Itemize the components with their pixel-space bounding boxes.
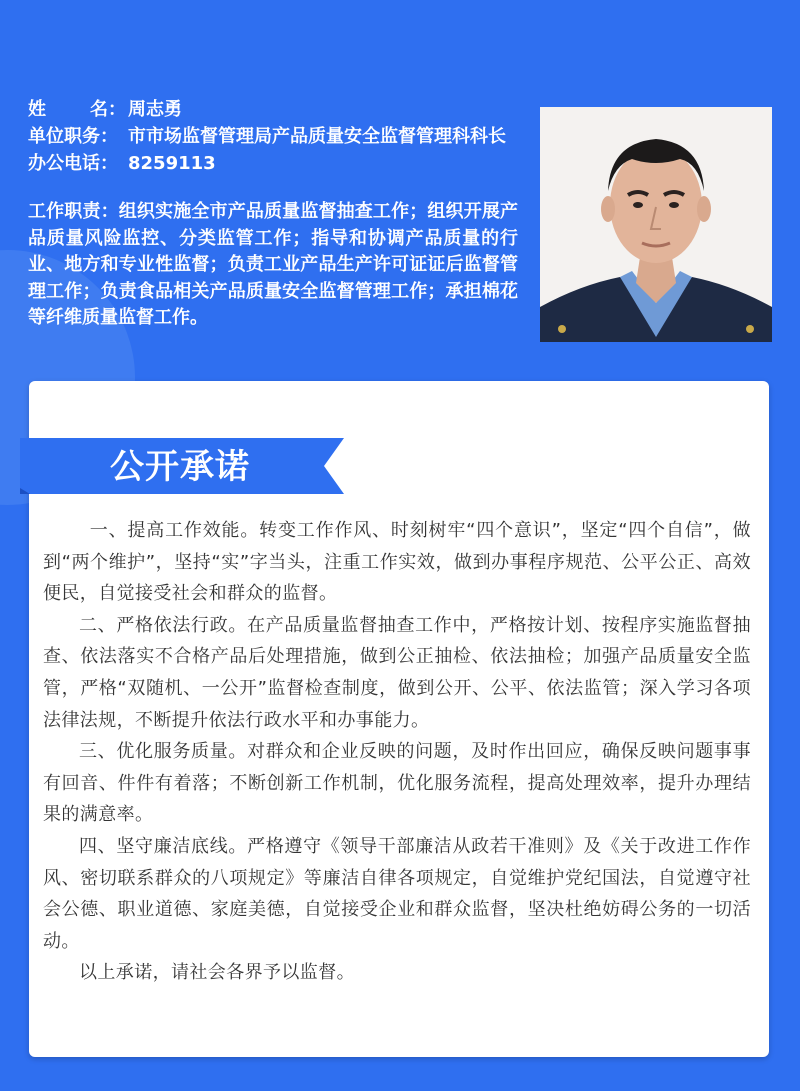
position-value: 市市场监督管理局产品质量安全监督管理科科长: [128, 126, 506, 147]
name-label-a: 姓: [28, 99, 46, 120]
duties-label: 工作职责：: [28, 201, 119, 222]
pledge-paragraph-1: 一、提高工作效能。转变工作作风、时刻树牢“四个意识”，坚定“四个自信”，做到“两个维护”，坚持“实”字当头，注重工作实效，做到办事程序规范、公平公正、高效便民，自觉接受社会和群众的监督。: [43, 520, 751, 605]
profile-info: [28, 96, 518, 332]
portrait-illustration: [540, 107, 772, 342]
pledge-paragraph-4: 四、坚守廉洁底线。严格遵守《领导干部廉洁从政若干准则》及《关于改进工作作风、密切联系群众的八项规定》等廉洁自律各项规定，自觉维护党纪国法，自觉遵守社会公德、职业道德、家庭美德，自觉接受企业和群众监督，坚决杜绝妨碍公务的一切活动。: [43, 835, 751, 952]
pledge-paragraph-5: 以上承诺，请社会各界予以监督。: [79, 962, 355, 984]
phone-row: [28, 150, 518, 177]
pledge-title: 公开承诺: [110, 447, 250, 487]
name-row: [28, 96, 518, 123]
pledge-paragraph-3: 三、优化服务质量。对群众和企业反映的问题，及时作出回应，确保反映问题事事有回音、件件有着落；不断创新工作机制，优化服务流程，提高处理效率，提升办理结果的满意率。: [43, 741, 751, 826]
duties-block: [28, 199, 518, 332]
name-label-b: 名：: [90, 99, 126, 120]
duties-value: 组织实施全市产品质量监督抽查工作；组织开展产品质量风险监控、分类监管工作；指导和协调产品质量的行业、地方和专业性监督；负责工业产品生产许可证证后监督管理工作；负责食品相关产品质量安全监督管理工作；承担棉花等纤维质量监督工作。: [28, 201, 519, 328]
position-row: [28, 123, 518, 150]
pledge-paragraph-2: 二、严格依法行政。在产品质量监督抽查工作中，严格按计划、按程序实施监督抽查、依法落实不合格产品后处理措施，做到公正抽检、依法抽检；加强产品质量安全监管，严格“双随机、一公开”监督检查制度，做到公开、公平、依法监管；深入学习各项法律法规，不断提升依法行政水平和办事能力。: [43, 614, 751, 731]
pledge-body: [43, 515, 751, 989]
name-value: 周志勇: [128, 99, 182, 120]
portrait-photo: [540, 107, 772, 342]
phone-value: 8259113: [128, 153, 216, 174]
position-label: 单位职务：: [28, 126, 118, 147]
phone-label: 办公电话：: [28, 153, 118, 174]
